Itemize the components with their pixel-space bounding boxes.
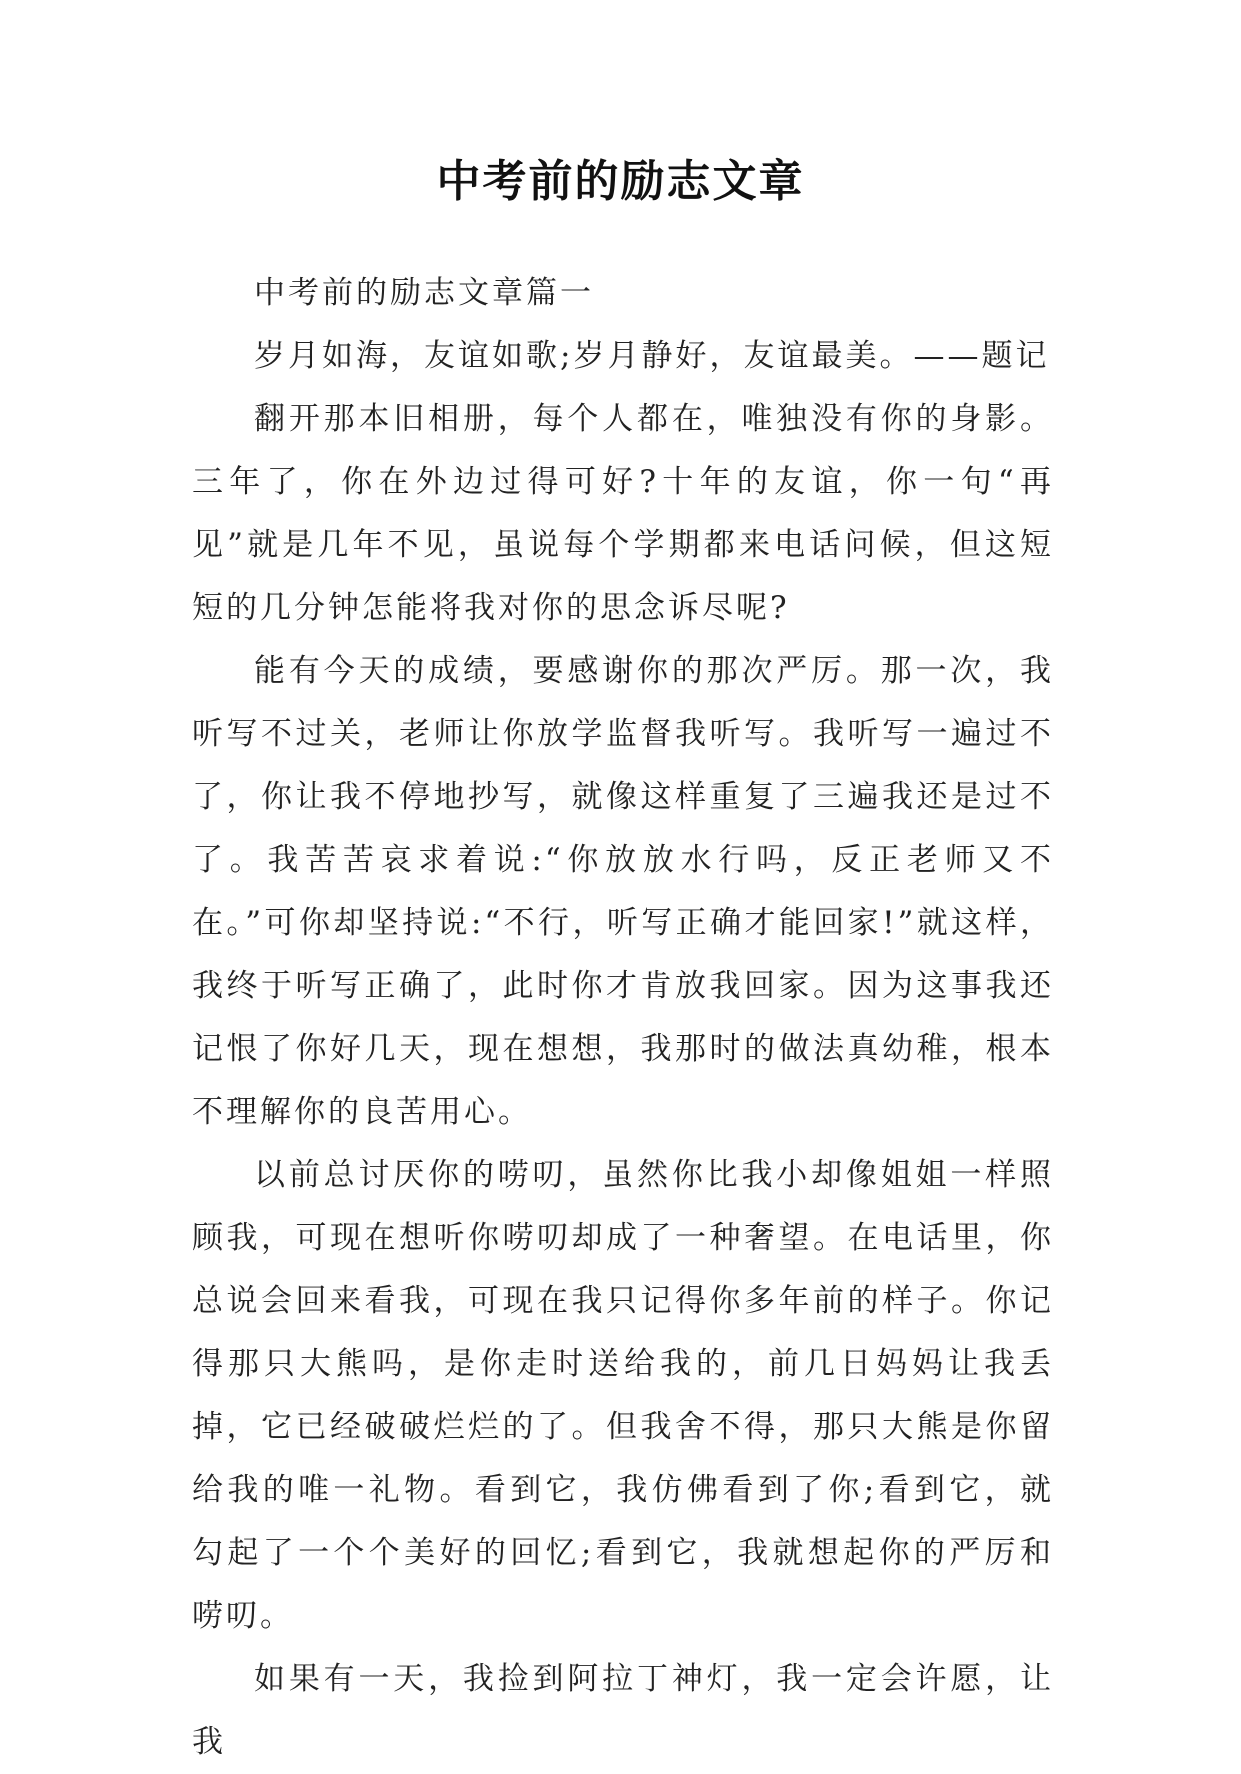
document-title: 中考前的励志文章	[436, 156, 805, 207]
body-paragraph: 翻开那本旧相册，每个人都在，唯独没有你的身影。三年了，你在外边过得可好?十年的友谊，你一句“再见”就是几年不见，虽说每个学期都来电话问候，但这短短的几分钟怎能将我对你的思念诉尽呢?	[192, 401, 1054, 626]
body-paragraph: 能有今天的成绩，要感谢你的那次严厉。那一次，我听写不过关，老师让你放学监督我听写。我听写一遍过不了，你让我不停地抄写，就像这样重复了三遍我还是过不了。我苦苦哀求着说:“你放放水行吗，反正老师又不在。”可你却坚持说:“不行，听写正确才能回家!”就这样，我终于听写正确了，此时你才肯放我回家。因为这事我还记恨了你好几天，现在想想，我那时的做法真幼稚，根本不理解你的良苦用心。	[192, 653, 1054, 1130]
document-body	[192, 262, 1054, 1774]
body-paragraph: 如果有一天，我捡到阿拉丁神灯，我一定会许愿，让我	[192, 1661, 1054, 1760]
section-heading: 中考前的励志文章篇一	[254, 275, 594, 311]
body-paragraph: 以前总讨厌你的唠叨，虽然你比我小却像姐姐一样照顾我，可现在想听你唠叨却成了一种奢望。在电话里，你总说会回来看我，可现在我只记得你多年前的样子。你记得那只大熊吗，是你走时送给我的，前几日妈妈让我丢掉，它已经破破烂烂的了。但我舍不得，那只大熊是你留给我的唯一礼物。看到它，我仿佛看到了你;看到它，就勾起了一个个美好的回忆;看到它，我就想起你的严厉和唠叨。	[192, 1157, 1054, 1634]
epigraph-paragraph: 岁月如海，友谊如歌;岁月静好，友谊最美。——题记	[254, 338, 1050, 374]
